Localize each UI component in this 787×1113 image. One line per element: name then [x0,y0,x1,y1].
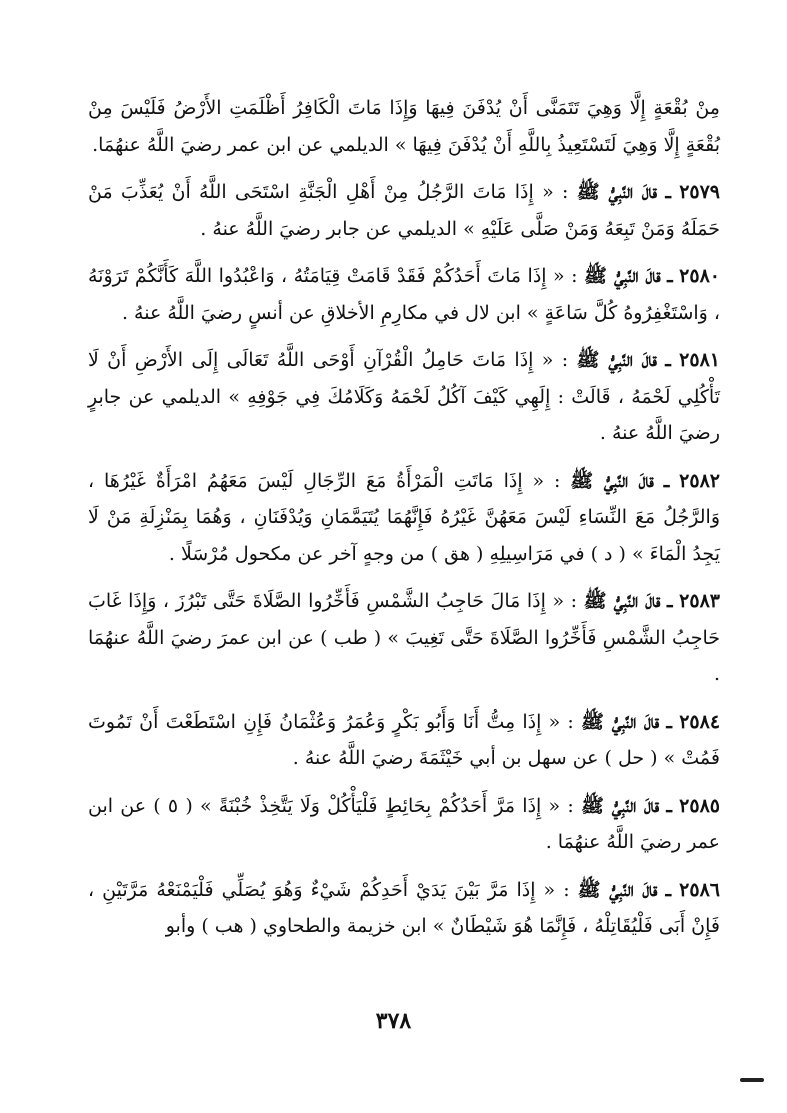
hadith-dash: ـ [666,710,672,733]
hadith-dash: ـ [663,469,670,492]
hadith-entry [88,463,720,573]
hadith-text: : « إِذَا مَالَ حَاجِبُ الشَّمْسِ فَأَخِّرُوا الصَّلَاةَ حَتَّى تَبْرُزَ ، وَإِذَا غَابَ حَاجِبُ الشَّمْسِ فَأَخِّرُوا الصَّلَاةَ حَتَّى تَغِيبَ » ( طب ) عن ابن عمرَ رضيَ اللَّهُ عنهُمَا . [88,590,720,685]
margin-mark [740,1078,764,1082]
hadith-dash: ـ [667,265,673,287]
hadith-entry [88,258,720,331]
hadith-attribution: قالَ النَّبِيُّ ﷺ [580,794,660,817]
hadith-dash: ـ [666,794,672,817]
continuation-paragraph [88,90,720,163]
hadith-dash: ـ [665,878,672,901]
hadith-number: ٢٥٨٥ [679,794,720,817]
hadith-text: : « إِذَا مَاتَ حَامِلُ الْقُرْآنِ أَوْحَى اللَّهُ تَعَالَى إِلَى الأَرْضِ أَنْ لَا تَأْكُلِي لَحْمَهُ ، قَالَتْ : إِلَهِي كَيْفَ آكُلُ لَحْمَهُ وَكَلَامُكَ فِي جَوْفِهِ » الديلمي عن جابرٍ رضيَ اللَّهُ عنهُ . [88,349,720,444]
hadith-entry [88,704,720,777]
hadith-entry [88,788,720,861]
hadith-attribution: قالَ النَّبِيُّ ﷺ [576,349,657,371]
page-number: ٣٧٨ [375,1008,412,1034]
continuation-text: مِنْ بُقْعَةٍ إِلَّا وَهِيَ تَتَمَنَّى أَنْ يُدْفَنَ فِيهَا وَإِذَا مَاتَ الْكَافِرُ أَظْلَمَتِ الأَرْضُ فَلَيْسَ مِنْ بُقْعَةٍ إِلَّا وَهِيَ لَتَسْتَعِيذُ بِاللَّهِ أَنْ يُدْفَنَ فِيهَا » الديلمي عن ابن عمر رضيَ اللَّهُ عنهُمَا. [88,97,720,156]
hadith-number: ٢٥٨٢ [679,469,720,492]
hadith-text: : « إِذَا مَرَّ بَيْنَ يَدَيْ أَحَدِكُمْ شَيْءٌ وَهُوَ يُصَلِّي فَلْيَمْنَعْهُ مَرَّتَيْنِ ، فَإِنْ أَبَى فَلْيُقَاتِلْهُ ، فَإِنَّمَا هُوَ شَيْطَانٌ » ابن خزيمة والطحاوي ( هب ) وأبو [88,878,720,937]
hadith-text: : « إِذَا مَرَّ أَحَدُكُمْ بِحَائِطٍ فَلْيَأْكُلْ وَلَا يَتَّخِذْ خُبْنَةً » ( ٥ ) عن ابن عمر رضيَ اللَّهُ عنهُمَا . [88,794,720,853]
hadith-entry [88,342,720,452]
hadith-dash: ـ [667,590,673,612]
hadith-text: : « إِذَا مَاتَ الرَّجُلُ مِنْ أَهْلِ الْجَنَّةِ اسْتَحَى اللَّهُ أَنْ يُعَذِّبَ مَنْ حَمَلَهُ وَمَنْ تَبِعَهُ وَمَنْ صَلَّى عَلَيْهِ » الديلمي عن جابر رضيَ اللَّهُ عنهُ . [88,181,720,240]
hadith-text-block [88,90,720,956]
hadith-entry [88,583,720,693]
hadith-attribution: قالَ النَّبِيُّ ﷺ [581,710,660,733]
hadith-dash: ـ [665,181,671,203]
hadith-text: : « إِذَا مِتُّ أَنَا وَأَبُو بَكْرٍ وَعُمَرُ وَعُثْمَانُ فَإِنِ اسْتَطَعْتَ أَنْ تَمُوتَ فَمُتْ » ( حل ) عن سهل بن أبي خَيْثَمَةَ رضيَ اللَّهُ عنهُ . [88,710,720,769]
hadith-number: ٢٥٨٦ [679,878,720,901]
hadith-text: : « إِذَا مَاتَ أَحَدُكُمْ فَقَدْ قَامَتْ قِيَامَتُهُ ، وَاعْبُدُوا اللَّهَ كَأَنَّكُمْ تَرَوْنَهُ ، وَاسْتَغْفِرُوهُ كُلَّ سَاعَةٍ » ابن لال في مكارِمِ الأخلاقِ عن أنسٍ رضيَ اللَّهُ عنهُ . [88,265,720,324]
hadith-number: ٢٥٨٠ [679,265,720,287]
hadith-number: ٢٥٨٤ [679,710,721,733]
hadith-entry [88,174,720,247]
hadith-attribution: قالَ النَّبِيُّ ﷺ [584,265,661,287]
hadith-attribution: قالَ النَّبِيُّ ﷺ [577,878,658,901]
hadith-attribution: قالَ النَّبِيُّ ﷺ [576,181,658,203]
hadith-attribution: قالَ النَّبِيُّ ﷺ [570,469,654,492]
hadith-entry [88,872,720,945]
hadith-attribution: قالَ النَّبِيُّ ﷺ [583,590,661,612]
hadith-number: ٢٥٨٣ [679,590,720,612]
hadith-number: ٢٥٨١ [679,349,720,371]
hadith-dash: ـ [665,349,671,371]
hadith-text: : « إِذَا مَاتَتِ الْمَرْأَةُ مَعَ الرِّجَالِ لَيْسَ مَعَهُمُ امْرَأَةٌ غَيْرُهَا ، وَالرَّجُلُ مَعَ النِّسَاءِ لَيْسَ مَعَهُنَّ غَيْرُهُ فَإِنَّهُمَا يُتَيَمَّمَانِ وَيُدْفَنَانِ ، وَهُمَا بِمَنْزِلَةِ مَنْ لَا يَجِدُ الْمَاءَ » ( د ) في مَرَاسِيلِهِ ( هق ) من وجهٍ آخر عن مكحول مُرْسَلًا . [88,469,720,565]
hadith-number: ٢٥٧٩ [679,181,721,203]
